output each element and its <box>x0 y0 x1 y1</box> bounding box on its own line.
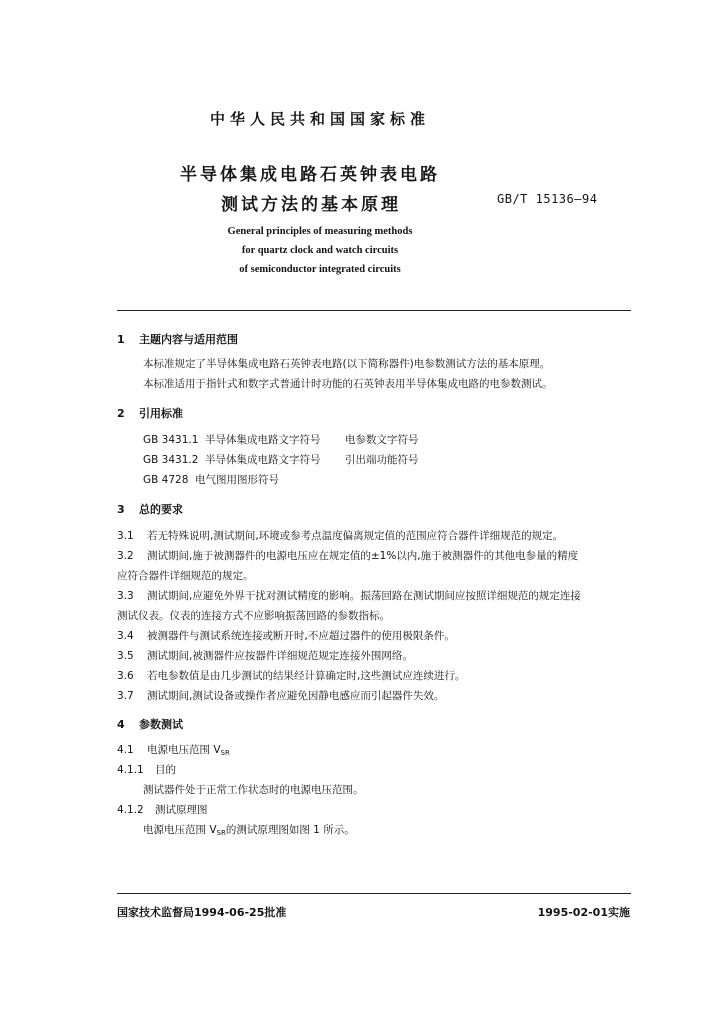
clause-3-6 <box>117 668 465 683</box>
clause-text: 电源电压范围 V <box>147 744 221 756</box>
paragraph: 测试器件处于正常工作状态时的电源电压范围。 <box>143 784 364 796</box>
clause-text: 被测器件与测试系统连接或断开时,不应超过器件的使用极限条件。 <box>147 630 455 642</box>
reference-entry <box>143 432 419 447</box>
section-1-heading <box>117 331 238 347</box>
clause-4-1-heading <box>117 742 230 757</box>
clause-number: 4.1 <box>117 744 134 756</box>
section-title: 引用标准 <box>139 407 183 420</box>
reference-title: 半导体集成电路文字符号 <box>205 454 321 466</box>
clause-3-3 <box>117 588 581 603</box>
clause-text: 测试原理图 <box>155 804 208 816</box>
clause-number: 3.7 <box>117 690 134 702</box>
reference-code: GB 3431.2 <box>143 454 199 466</box>
section-4-heading <box>117 716 183 732</box>
section-number: 3 <box>117 503 125 516</box>
english-title-line-1: General principles of measuring methods <box>227 226 413 237</box>
implementation-date: 1995-02-01实施 <box>537 906 630 919</box>
reference-code: GB 4728 <box>143 474 189 486</box>
document-title-line-1: 半导体集成电路石英钟表电路 <box>180 165 440 185</box>
paragraph-text: 的测试原理图如图 1 所示。 <box>225 824 355 836</box>
subscript: SR <box>220 749 230 757</box>
clause-number: 3.5 <box>117 650 134 662</box>
section-2-heading <box>117 405 183 421</box>
footer-divider <box>117 893 631 894</box>
clause-continuation: 应符合器件详细规范的规定。 <box>117 570 254 582</box>
section-title: 总的要求 <box>139 503 183 516</box>
section-number: 4 <box>117 718 125 731</box>
section-number: 2 <box>117 407 125 420</box>
reference-code: GB 3431.1 <box>143 434 199 446</box>
section-3-heading <box>117 501 183 517</box>
reference-entry <box>143 452 419 467</box>
clause-number: 3.1 <box>117 530 134 542</box>
subscript: SR <box>216 829 226 837</box>
reference-entry <box>143 472 279 487</box>
clause-text: 测试期间,施于被测器件的电源电压应在规定值的±1%以内,施于被测器件的其他电参量的精度 <box>147 550 579 562</box>
reference-desc: 电参数文字符号 <box>345 434 419 446</box>
english-title-line-3: of semiconductor integrated circuits <box>239 264 401 275</box>
section-number: 1 <box>117 333 125 346</box>
clause-3-7 <box>117 688 444 703</box>
clause-number: 3.3 <box>117 590 134 602</box>
paragraph: 本标准适用于指针式和数字式普通计时功能的石英钟表用半导体集成电路的电参数测试。 <box>143 378 553 390</box>
issuing-body-heading: 中华人民共和国国家标准 <box>209 110 430 128</box>
paragraph: 本标准规定了半导体集成电路石英钟表电路(以下简称器件)电参数测试方法的基本原理。 <box>143 358 551 370</box>
clause-number: 4.1.1 <box>117 764 144 776</box>
clause-text: 若无特殊说明,测试期间,环境或参考点温度偏离规定值的范围应符合器件详细规范的规定。 <box>147 530 564 542</box>
clause-4-1-2-heading <box>117 802 208 817</box>
clause-number: 3.2 <box>117 550 134 562</box>
clause-number: 4.1.2 <box>117 804 144 816</box>
header-divider <box>117 310 631 311</box>
paragraph <box>143 822 355 837</box>
clause-number: 3.4 <box>117 630 134 642</box>
reference-desc: 引出端功能符号 <box>345 454 419 466</box>
clause-continuation: 测试仪表。仪表的连接方式不应影响振荡回路的参数指标。 <box>117 610 390 622</box>
clause-3-2 <box>117 548 578 563</box>
clause-text: 测试期间,应避免外界干扰对测试精度的影响。振荡回路在测试期间应按照详细规范的规定连接 <box>147 590 581 602</box>
approval-notice: 国家技术监督局1994-06-25批准 <box>117 906 287 919</box>
document-title-line-2: 测试方法的基本原理 <box>221 195 401 215</box>
reference-title: 电气图用图形符号 <box>195 474 279 486</box>
reference-title: 半导体集成电路文字符号 <box>205 434 321 446</box>
standard-number: GB/T 15136—94 <box>497 192 598 206</box>
clause-4-1-1-heading <box>117 762 176 777</box>
clause-text: 目的 <box>155 764 176 776</box>
section-title: 参数测试 <box>139 718 183 731</box>
clause-number: 3.6 <box>117 670 134 682</box>
section-title: 主题内容与适用范围 <box>139 333 238 346</box>
english-title-line-2: for quartz clock and watch circuits <box>241 245 399 256</box>
clause-3-4 <box>117 628 455 643</box>
clause-text: 若电参数值是由几步测试的结果经计算确定时,这些测试应连续进行。 <box>147 670 466 682</box>
paragraph-text: 电源电压范围 V <box>143 824 217 836</box>
clause-3-1 <box>117 528 563 543</box>
clause-text: 测试期间,测试设备或操作者应避免因静电感应而引起器件失效。 <box>147 690 445 702</box>
clause-text: 测试期间,被测器件应按器件详细规范规定连接外围网络。 <box>147 650 413 662</box>
clause-3-5 <box>117 648 413 663</box>
